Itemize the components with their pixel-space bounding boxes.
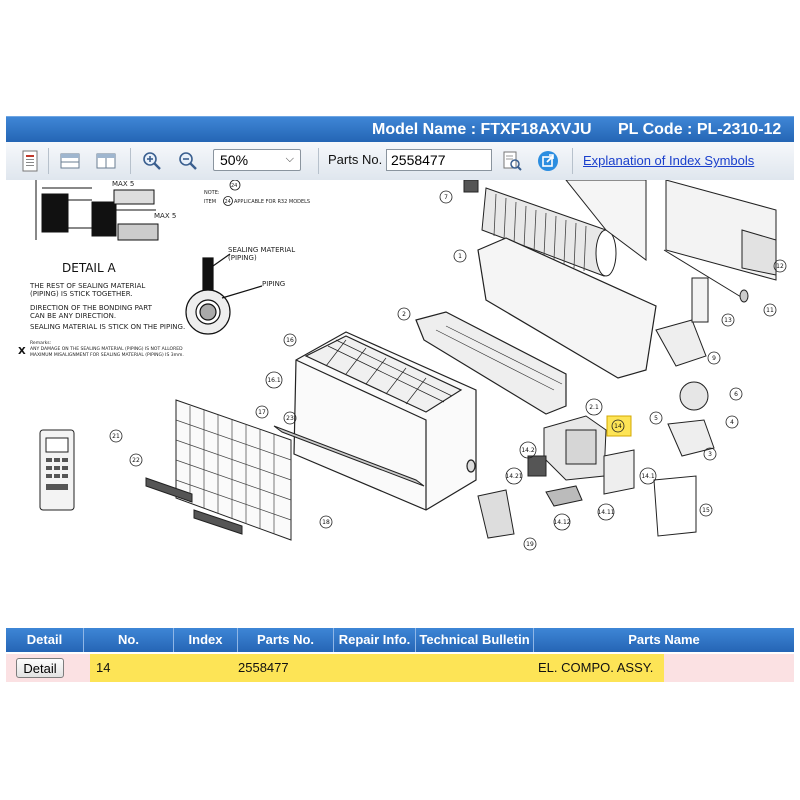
remark-title: Remarks: bbox=[30, 341, 52, 346]
svg-text:2: 2 bbox=[402, 311, 406, 319]
callout-11[interactable] bbox=[764, 304, 776, 316]
callout-4[interactable] bbox=[726, 416, 738, 428]
stick-note: SEALING MATERIAL IS STICK ON THE PIPING. bbox=[30, 323, 186, 331]
parts-grid-header bbox=[6, 628, 794, 652]
exploded-parts-diagram[interactable] bbox=[6, 180, 794, 620]
detail-a-piping-drawing bbox=[36, 180, 158, 240]
rest-note-line2: (PIPING) IS STICK TOGETHER. bbox=[30, 290, 133, 298]
callout-21[interactable] bbox=[110, 430, 122, 442]
chevron-down-icon: ⌵ bbox=[285, 153, 294, 165]
callout-14-1[interactable] bbox=[640, 468, 656, 484]
external-link-icon[interactable] bbox=[536, 149, 560, 173]
x-mark: X bbox=[18, 346, 26, 357]
callout-3[interactable] bbox=[704, 448, 716, 460]
svg-text:16: 16 bbox=[286, 337, 294, 345]
svg-text:14.12: 14.12 bbox=[553, 519, 571, 527]
callout-22[interactable] bbox=[130, 454, 142, 466]
col-parts-name: Parts Name bbox=[628, 632, 700, 647]
callout-17[interactable] bbox=[256, 406, 268, 418]
remote-control-drawing bbox=[40, 430, 74, 510]
direction-note-line1: DIRECTION OF THE BONDING PART bbox=[30, 304, 152, 312]
svg-text:15: 15 bbox=[702, 507, 710, 515]
svg-text:14.21: 14.21 bbox=[505, 473, 523, 481]
svg-text:23: 23 bbox=[286, 415, 294, 423]
zoom-value: 50% bbox=[220, 152, 249, 168]
callout-19[interactable] bbox=[524, 538, 536, 550]
svg-text:6: 6 bbox=[734, 391, 738, 399]
svg-text:14: 14 bbox=[614, 423, 622, 431]
sealing-material-label: SEALING MATERIAL bbox=[228, 246, 296, 254]
svg-text:1: 1 bbox=[458, 253, 462, 261]
callout-9[interactable] bbox=[708, 352, 720, 364]
zoom-out-icon[interactable] bbox=[176, 149, 200, 173]
explanation-link[interactable]: Explanation of Index Symbols bbox=[583, 153, 755, 168]
svg-text:21: 21 bbox=[112, 433, 120, 441]
svg-text:4: 4 bbox=[730, 419, 734, 427]
model-name: Model Name : FTXF18AXVJU bbox=[372, 121, 592, 138]
col-parts-no: Parts No. bbox=[238, 628, 334, 652]
svg-text:3: 3 bbox=[708, 451, 712, 459]
callout-14-12[interactable] bbox=[553, 514, 570, 530]
zoom-select[interactable] bbox=[213, 149, 301, 171]
svg-text:12: 12 bbox=[776, 263, 784, 271]
svg-text:7: 7 bbox=[444, 194, 448, 202]
piping-cross-section bbox=[186, 254, 262, 334]
row-parts-no: 2558477 bbox=[238, 660, 289, 675]
parts-no-input[interactable] bbox=[386, 149, 492, 171]
piping-label: PIPING bbox=[262, 280, 286, 288]
callout-12[interactable] bbox=[774, 260, 786, 272]
remark-line1: ANY DAMAGE ON THE SEALING MATERIAL (PIPING) IS NOT ALLORED bbox=[30, 347, 183, 352]
svg-text:24: 24 bbox=[231, 183, 238, 189]
svg-text:5: 5 bbox=[654, 415, 658, 423]
note-item-number: 24 bbox=[224, 199, 231, 205]
note-applicable: APPLICABLE FOR R32 MODELS bbox=[234, 199, 311, 205]
piping-paren-label: (PIPING) bbox=[228, 254, 257, 262]
note-item-label: ITEM bbox=[204, 199, 217, 205]
svg-text:14.2: 14.2 bbox=[521, 447, 535, 455]
horizontal-split-icon[interactable] bbox=[58, 149, 82, 173]
svg-text:11: 11 bbox=[766, 307, 774, 315]
svg-text:17: 17 bbox=[258, 409, 266, 417]
callout-5[interactable] bbox=[650, 412, 662, 424]
pl-code: PL Code : PL-2310-12 bbox=[618, 121, 782, 138]
col-index: Index bbox=[174, 628, 238, 652]
direction-note-line2: CAN BE ANY DIRECTION. bbox=[30, 312, 117, 320]
svg-text:13: 13 bbox=[724, 317, 732, 325]
parts-search-icon[interactable] bbox=[500, 149, 524, 173]
callout-6[interactable] bbox=[730, 388, 742, 400]
remark-line2: MAXIMUM MISALIGNMENT FOR SEALING MATERIAL (PIPING) IS 3mm. bbox=[30, 353, 184, 358]
row-parts-name: EL. COMPO. ASSY. bbox=[538, 660, 654, 675]
model-header-bar bbox=[6, 116, 794, 143]
callout-1[interactable] bbox=[454, 250, 466, 262]
callout-2-1[interactable] bbox=[586, 399, 602, 415]
max5-top-label: MAX 5 bbox=[112, 180, 135, 188]
callout-15[interactable] bbox=[700, 504, 712, 516]
col-no: No. bbox=[84, 628, 174, 652]
svg-text:9: 9 bbox=[712, 355, 716, 363]
svg-text:16.1: 16.1 bbox=[267, 377, 281, 385]
col-repair-info: Repair Info. bbox=[334, 628, 416, 652]
detail-button[interactable]: Detail bbox=[16, 658, 64, 678]
row-no: 14 bbox=[96, 660, 111, 675]
col-technical-bulletin: Technical Bulletin bbox=[416, 628, 534, 652]
callout-16[interactable] bbox=[284, 334, 296, 346]
table-row[interactable] bbox=[6, 654, 794, 682]
vertical-split-icon[interactable] bbox=[94, 149, 118, 173]
callout-13[interactable] bbox=[722, 314, 734, 326]
callout-18[interactable] bbox=[320, 516, 332, 528]
callout-2[interactable] bbox=[398, 308, 410, 320]
detail-a-title: DETAIL A bbox=[62, 261, 116, 275]
print-icon[interactable] bbox=[18, 149, 42, 173]
zoom-in-icon[interactable] bbox=[140, 149, 164, 173]
note-label: NOTE: bbox=[204, 190, 220, 196]
callout-14-21[interactable] bbox=[505, 468, 522, 484]
parts-no-label: Parts No. bbox=[328, 152, 383, 167]
callout-7[interactable] bbox=[440, 191, 452, 203]
max5-side-label: MAX 5 bbox=[154, 212, 177, 220]
svg-text:22: 22 bbox=[132, 457, 140, 465]
col-detail: Detail bbox=[6, 628, 84, 652]
callout-14-11[interactable] bbox=[597, 504, 614, 520]
svg-text:14.1: 14.1 bbox=[641, 473, 655, 481]
rest-note-line1: THE REST OF SEALING MATERIAL bbox=[30, 282, 146, 290]
svg-text:18: 18 bbox=[322, 519, 330, 527]
callout-16-1[interactable] bbox=[266, 372, 282, 388]
front-panel-drawing bbox=[294, 332, 476, 510]
svg-text:14.11: 14.11 bbox=[597, 509, 615, 517]
svg-text:19: 19 bbox=[526, 541, 534, 549]
svg-text:2.1: 2.1 bbox=[589, 404, 599, 412]
